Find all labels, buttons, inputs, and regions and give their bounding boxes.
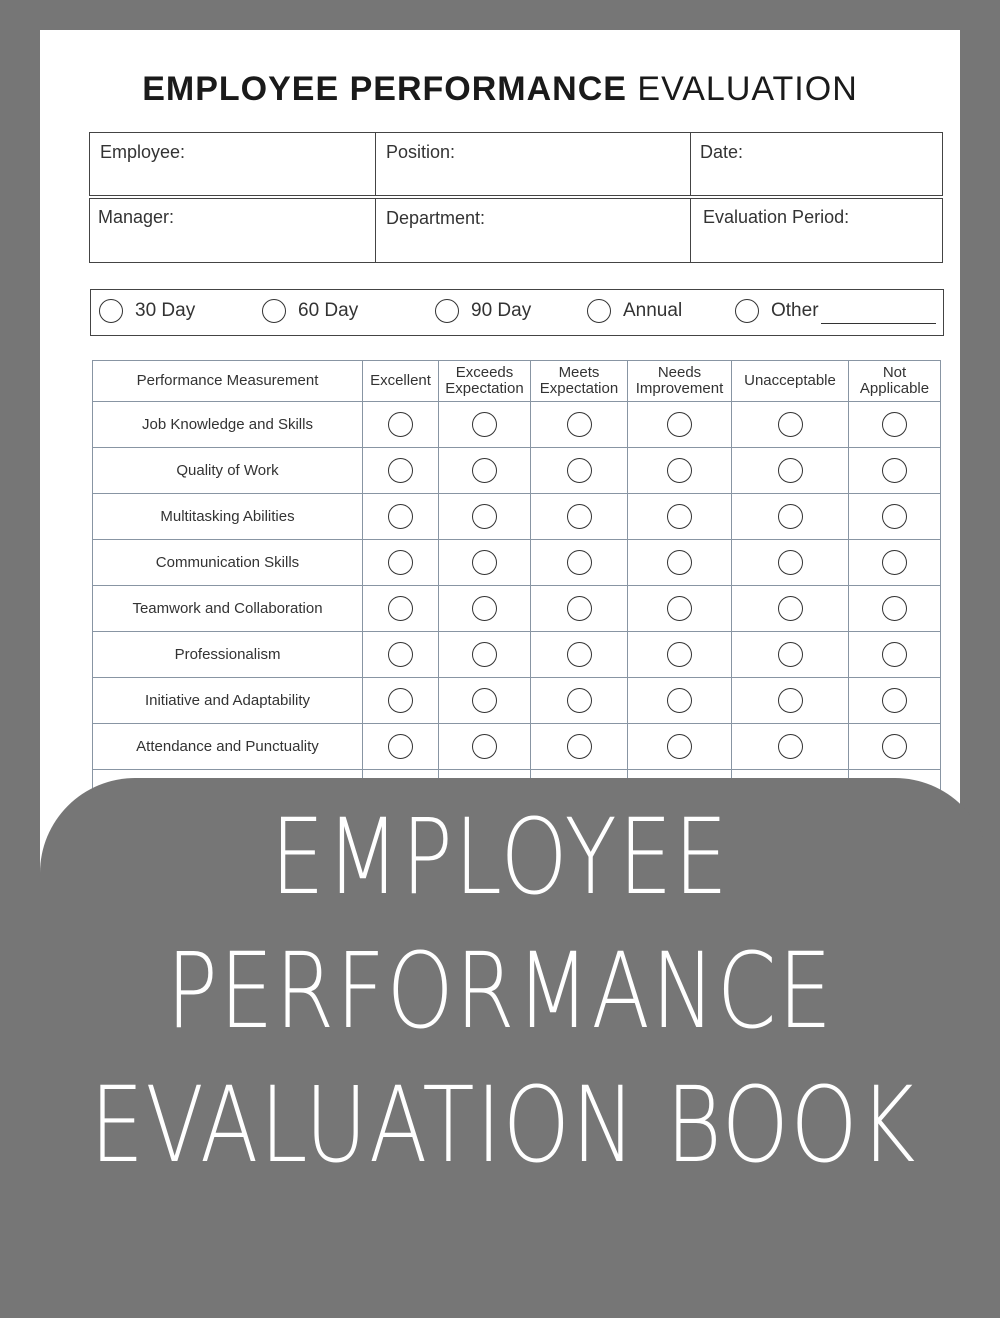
rating-cell xyxy=(531,540,628,586)
column-header-line: Meets xyxy=(558,364,600,381)
rating-radio-icon[interactable] xyxy=(567,412,592,437)
column-header-line: Excellent xyxy=(370,372,431,389)
rating-radio-icon[interactable] xyxy=(388,596,413,621)
info-row-2 xyxy=(89,198,943,263)
rating-cell xyxy=(628,402,732,448)
evaluation-period-field[interactable] xyxy=(691,199,942,262)
rating-cell xyxy=(439,632,531,678)
rating-cell xyxy=(628,448,732,494)
rating-radio-icon[interactable] xyxy=(388,688,413,713)
rating-radio-icon[interactable] xyxy=(472,596,497,621)
rating-cell xyxy=(531,402,628,448)
period-option-other[interactable] xyxy=(735,299,819,323)
rating-cell xyxy=(439,402,531,448)
rating-cell xyxy=(363,632,439,678)
criterion-label: Communication Skills xyxy=(93,540,363,586)
column-header xyxy=(531,361,628,402)
column-header xyxy=(363,361,439,402)
rating-radio-icon[interactable] xyxy=(667,412,692,437)
table-row xyxy=(93,586,941,632)
criterion-label: Quality of Work xyxy=(93,448,363,494)
rating-cell xyxy=(363,540,439,586)
info-row-1 xyxy=(89,132,943,196)
rating-radio-icon[interactable] xyxy=(778,596,803,621)
rating-radio-icon[interactable] xyxy=(567,642,592,667)
rating-radio-icon[interactable] xyxy=(567,596,592,621)
rating-radio-icon[interactable] xyxy=(778,412,803,437)
rating-cell xyxy=(439,448,531,494)
rating-cell xyxy=(531,632,628,678)
form-title-light: EVALUATION xyxy=(637,70,858,108)
radio-circle-icon xyxy=(435,299,459,323)
rating-cell xyxy=(732,402,849,448)
position-field[interactable] xyxy=(376,133,691,195)
column-header-line: Improvement xyxy=(635,380,724,397)
rating-radio-icon[interactable] xyxy=(882,688,907,713)
manager-label: Manager: xyxy=(98,207,175,227)
rating-cell xyxy=(732,678,849,724)
rating-radio-icon[interactable] xyxy=(567,504,592,529)
other-write-in-line[interactable] xyxy=(821,323,936,324)
rating-cell xyxy=(363,724,439,770)
cover-title-line-1: EMPLOYEE xyxy=(270,796,730,918)
rating-radio-icon[interactable] xyxy=(472,642,497,667)
table-row xyxy=(93,632,941,678)
table-row xyxy=(93,724,941,770)
rating-cell xyxy=(732,494,849,540)
rating-cell xyxy=(849,402,941,448)
rating-radio-icon[interactable] xyxy=(567,688,592,713)
rating-radio-icon[interactable] xyxy=(778,504,803,529)
department-field[interactable] xyxy=(376,199,691,262)
criterion-label: Initiative and Adaptability xyxy=(93,678,363,724)
table-row xyxy=(93,678,941,724)
column-header-line: Unacceptable xyxy=(744,372,836,389)
rating-cell xyxy=(439,724,531,770)
period-label: 90 Day xyxy=(471,300,532,321)
column-header-line: Expectation xyxy=(539,380,619,397)
criterion-label: Attendance and Punctuality xyxy=(93,724,363,770)
rating-radio-icon[interactable] xyxy=(882,596,907,621)
rating-radio-icon[interactable] xyxy=(388,412,413,437)
rating-cell xyxy=(732,586,849,632)
rating-cell xyxy=(531,586,628,632)
form-title-bold: EMPLOYEE PERFORMANCE xyxy=(142,70,627,108)
column-header xyxy=(439,361,531,402)
rating-radio-icon[interactable] xyxy=(388,550,413,575)
rating-radio-icon[interactable] xyxy=(472,550,497,575)
period-label: 60 Day xyxy=(298,300,359,321)
period-label: 30 Day xyxy=(135,300,196,321)
rating-cell xyxy=(363,448,439,494)
date-field[interactable] xyxy=(691,133,942,195)
criterion-label: Teamwork and Collaboration xyxy=(93,586,363,632)
column-header-line: Exceeds xyxy=(455,364,514,381)
rating-radio-icon[interactable] xyxy=(778,458,803,483)
rating-radio-icon[interactable] xyxy=(778,642,803,667)
rating-radio-icon[interactable] xyxy=(882,642,907,667)
rating-cell xyxy=(363,494,439,540)
radio-circle-icon xyxy=(262,299,286,323)
period-label: Annual xyxy=(623,300,683,321)
column-header-line: Needs xyxy=(657,364,702,381)
employee-label: Employee: xyxy=(100,142,186,162)
period-option-annual[interactable] xyxy=(587,299,682,323)
table-row xyxy=(93,402,941,448)
cover-title-line-2: PERFORMANCE xyxy=(166,930,834,1052)
rating-cell xyxy=(849,586,941,632)
rating-cell xyxy=(628,494,732,540)
rating-cell xyxy=(628,586,732,632)
rating-radio-icon[interactable] xyxy=(388,458,413,483)
radio-circle-icon xyxy=(99,299,123,323)
rating-radio-icon[interactable] xyxy=(667,504,692,529)
rating-cell xyxy=(732,448,849,494)
radio-circle-icon xyxy=(587,299,611,323)
rating-radio-icon[interactable] xyxy=(667,734,692,759)
rating-radio-icon[interactable] xyxy=(472,504,497,529)
rating-cell xyxy=(531,678,628,724)
rating-cell xyxy=(628,678,732,724)
rating-radio-icon[interactable] xyxy=(882,550,907,575)
rating-radio-icon[interactable] xyxy=(667,688,692,713)
column-header xyxy=(732,361,849,402)
cover-title xyxy=(90,790,917,1192)
rating-radio-icon[interactable] xyxy=(778,550,803,575)
period-options xyxy=(90,289,944,336)
rating-cell xyxy=(628,540,732,586)
rating-radio-icon[interactable] xyxy=(472,734,497,759)
period-option-30-day[interactable] xyxy=(99,299,195,323)
rating-cell xyxy=(849,678,941,724)
rating-radio-icon[interactable] xyxy=(882,734,907,759)
rating-cell xyxy=(439,540,531,586)
period-label: Other xyxy=(771,300,819,321)
rating-cell xyxy=(439,494,531,540)
rating-cell xyxy=(363,678,439,724)
column-header-line: Not xyxy=(882,364,907,381)
position-label: Position: xyxy=(386,142,456,162)
rating-radio-icon[interactable] xyxy=(472,688,497,713)
rating-cell xyxy=(849,632,941,678)
rating-radio-icon[interactable] xyxy=(882,458,907,483)
table-row xyxy=(93,494,941,540)
criterion-label: Multitasking Abilities xyxy=(93,494,363,540)
rating-cell xyxy=(849,448,941,494)
column-header xyxy=(93,361,363,402)
table-row xyxy=(93,448,941,494)
rating-radio-icon[interactable] xyxy=(567,734,592,759)
rating-radio-icon[interactable] xyxy=(667,550,692,575)
table-header-row xyxy=(93,361,941,402)
rating-radio-icon[interactable] xyxy=(778,734,803,759)
performance-table xyxy=(92,360,941,816)
rating-cell xyxy=(849,494,941,540)
rating-cell xyxy=(439,586,531,632)
rating-radio-icon[interactable] xyxy=(567,550,592,575)
manager-field[interactable] xyxy=(90,199,376,262)
rating-radio-icon[interactable] xyxy=(388,642,413,667)
rating-cell xyxy=(531,494,628,540)
rating-cell xyxy=(628,724,732,770)
rating-cell xyxy=(732,540,849,586)
rating-radio-icon[interactable] xyxy=(882,412,907,437)
column-header-line: Performance Measurement xyxy=(136,372,319,389)
period-option-60-day[interactable] xyxy=(262,299,358,323)
radio-circle-icon xyxy=(735,299,759,323)
rating-radio-icon[interactable] xyxy=(567,458,592,483)
column-header-line: Applicable xyxy=(859,380,930,397)
column-header xyxy=(628,361,732,402)
date-label: Date: xyxy=(700,142,744,162)
rating-cell xyxy=(531,724,628,770)
rating-cell xyxy=(531,448,628,494)
rating-cell xyxy=(628,632,732,678)
criterion-label: Professionalism xyxy=(93,632,363,678)
rating-radio-icon[interactable] xyxy=(667,596,692,621)
column-header xyxy=(849,361,941,402)
rating-radio-icon[interactable] xyxy=(472,458,497,483)
rating-radio-icon[interactable] xyxy=(882,504,907,529)
form-title xyxy=(0,70,1000,109)
department-label: Department: xyxy=(386,208,486,228)
rating-cell xyxy=(439,678,531,724)
table-row xyxy=(93,540,941,586)
rating-cell xyxy=(849,724,941,770)
rating-radio-icon[interactable] xyxy=(388,504,413,529)
rating-cell xyxy=(849,540,941,586)
rating-cell xyxy=(363,402,439,448)
column-header-line: Expectation xyxy=(445,380,524,397)
evaluation-period-label: Evaluation Period: xyxy=(703,207,850,227)
rating-radio-icon[interactable] xyxy=(778,688,803,713)
rating-cell xyxy=(732,724,849,770)
rating-radio-icon[interactable] xyxy=(388,734,413,759)
rating-radio-icon[interactable] xyxy=(667,458,692,483)
table-body xyxy=(93,402,941,816)
rating-cell xyxy=(732,632,849,678)
rating-radio-icon[interactable] xyxy=(472,412,497,437)
cover-title-line-3: EVALUATION BOOK xyxy=(90,1064,917,1186)
employee-field[interactable] xyxy=(90,133,376,195)
rating-cell xyxy=(363,586,439,632)
period-option-90-day[interactable] xyxy=(435,299,531,323)
rating-radio-icon[interactable] xyxy=(667,642,692,667)
criterion-label: Job Knowledge and Skills xyxy=(93,402,363,448)
